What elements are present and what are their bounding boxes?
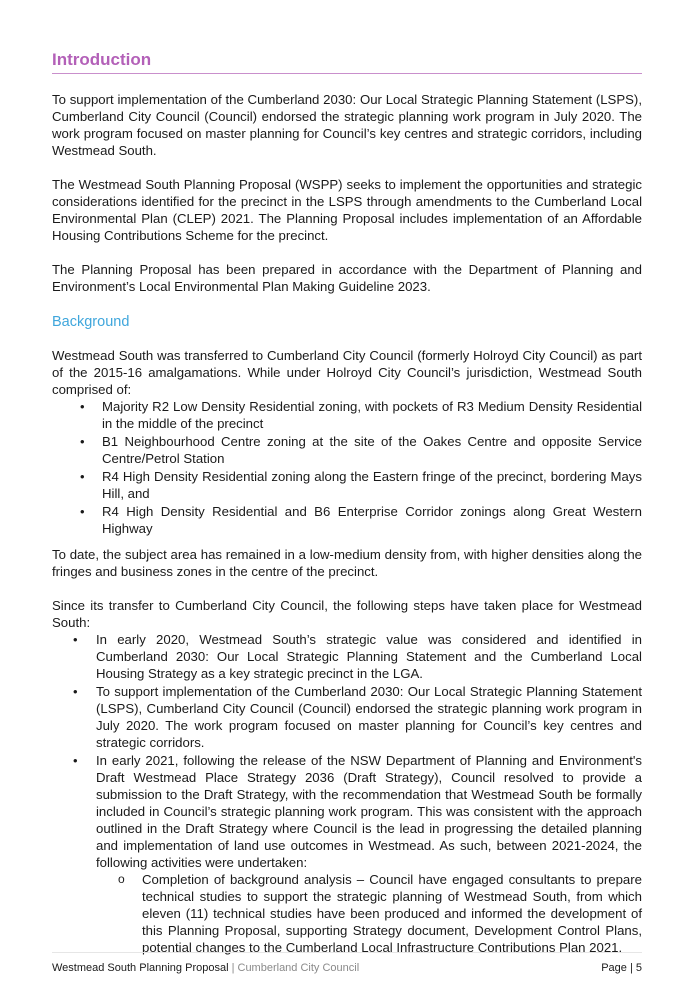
- footer-separator: |: [228, 962, 238, 974]
- sub-list-item: o Completion of background analysis – Council have engaged consultants to prepare technical studies to support the strategic planning of Westmead South, from which eleven (11) technical studies have been produced and informed the development of this Planning Proposal, supporting Strategy document, Development Control Plans, potential changes to the Cumberland Local Infrastructure Contributions Plan 2021.: [118, 872, 642, 955]
- section-subheading: Background: [52, 314, 130, 330]
- bullet-icon: •: [80, 469, 85, 484]
- intro-paragraph-1: To support implementation of the Cumberland 2030: Our Local Strategic Planning Statement (LSPS), Cumberland City Council (Council) endorsed the strategic planning work program in July 2020. The work program focused on master planning for Council’s key centres and strategic corridors, including Westmead South.: [52, 92, 642, 158]
- zoning-list: [52, 398, 642, 537]
- page-number: Page | 5: [601, 962, 642, 974]
- list-item: • To support implementation of the Cumberland 2030: Our Local Strategic Planning Statement (LSPS), Cumberland City Council (Council) endorsed the strategic planning work program in July 2020. The work program focused on master planning for Council’s key centres and strategic corridors.: [73, 684, 642, 750]
- steps-list: [52, 631, 642, 956]
- bullet-icon: •: [80, 399, 85, 414]
- list-item: • B1 Neighbourhood Centre zoning at the site of the Oakes Centre and opposite Service Centre/Petrol Station: [80, 434, 642, 466]
- bullet-icon: •: [73, 632, 78, 647]
- to-date-paragraph: To date, the subject area has remained in a low-medium density from, with higher densities along the fringes and business zones in the centre of the precinct.: [52, 547, 642, 579]
- list-item: • In early 2020, Westmead South’s strategic value was considered and identified in Cumberland 2030: Our Local Strategic Planning Statement and the Cumberland Local Housing Strategy as a key strategic precinct in the LGA.: [73, 632, 642, 681]
- intro-paragraph-3: The Planning Proposal has been prepared in accordance with the Department of Planning and Environment’s Local Environmental Plan Making Guideline 2023.: [52, 262, 642, 294]
- list-item: • R4 High Density Residential zoning along the Eastern fringe of the precinct, bordering Mays Hill, and: [80, 469, 642, 501]
- sub-list: [96, 871, 642, 956]
- circle-bullet-icon: o: [118, 872, 125, 886]
- footer-doc-title: Westmead South Planning Proposal: [52, 962, 229, 974]
- background-paragraph: Westmead South was transferred to Cumberland City Council (formerly Holroyd City Council) as part of the 2015-16 amalgamations. While under Holroyd City Council’s jurisdiction, Westmead South comprised of:: [52, 348, 642, 397]
- list-item: • Majority R2 Low Density Residential zoning, with pockets of R3 Medium Density Residential in the middle of the precinct: [80, 399, 642, 431]
- list-item: • R4 High Density Residential and B6 Enterprise Corridor zonings along Great Western Highway: [80, 504, 642, 536]
- footer-divider: [52, 952, 642, 953]
- bullet-icon: •: [80, 504, 85, 519]
- page-footer: [52, 962, 642, 974]
- intro-paragraph-2: The Westmead South Planning Proposal (WSPP) seeks to implement the opportunities and strategic considerations identified for the precinct in the LSPS through amendments to the Cumberland Local Environmental Plan (CLEP) 2021. The Planning Proposal includes implementation of an Affordable Housing Contributions Scheme for the precinct.: [52, 177, 642, 243]
- list-item: • In early 2021, following the release of the NSW Department of Planning and Environment's Draft Westmead Place Strategy 2036 (Draft Strategy), Council resolved to provide a submission to the Draft Strategy, with the recommendation that Westmead South be formally included in Council’s strategic planning work program. This was consistent with the approach outlined in the Draft Strategy where Council is the lead in progressing the detailed planning and implementation of land use outcomes in Westmead. As such, between 2021-2024, the following activities were undertaken: o Completion of background analysis – Council have engaged consultants to prepare technical studies to support the strategic planning of Westmead South, from which eleven (11) technical studies have been produced and informed the development of this Planning Proposal, supporting Strategy document, Development Control Plans, potential changes to the Cumberland Local Infrastructure Contributions Plan 2021.: [73, 753, 642, 955]
- bullet-icon: •: [73, 753, 78, 768]
- footer-org: Cumberland City Council: [237, 962, 360, 974]
- page-content: [52, 50, 642, 957]
- page-heading: Introduction: [52, 50, 642, 74]
- bullet-icon: •: [73, 684, 78, 699]
- bullet-icon: •: [80, 434, 85, 449]
- since-paragraph: Since its transfer to Cumberland City Council, the following steps have taken place for Westmead South:: [52, 598, 642, 630]
